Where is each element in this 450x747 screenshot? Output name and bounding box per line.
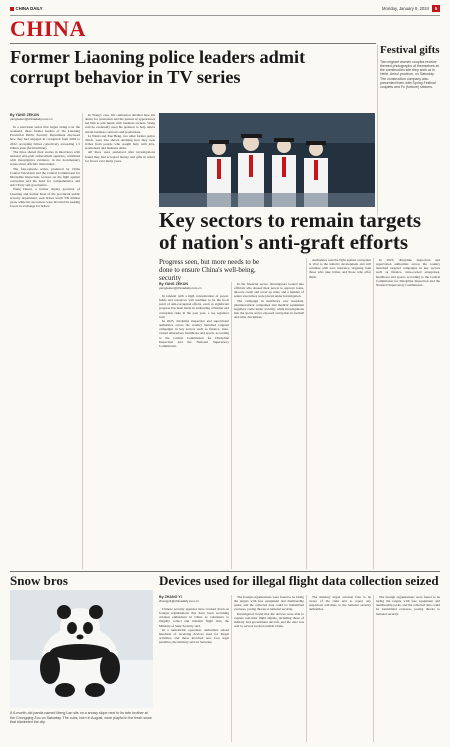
liaoning-column-2: [85, 113, 155, 203]
devices-paragraph: In a nationwide operation, authorities seized hundreds of receiving devices used for illegal activities, and those involved now face legal penalties, the ministry said on Saturday.: [159, 627, 229, 645]
liaoning-author: By YANG ZEKUN: [10, 113, 39, 117]
page-number: 5: [432, 5, 440, 12]
devices-email: zhangyi1@chinadaily.com.cn: [159, 599, 199, 604]
section-title: CHINA: [10, 16, 86, 41]
antigraft-column-4: [376, 258, 440, 569]
antigraft-byline: [159, 282, 229, 291]
liaoning-paragraph: The three shared their stories in interviews with national anti-graft enforcement agencies, combined with investigative evidence, in the documentary series about officials' misconduct.: [10, 149, 80, 167]
snow-bros-title: Snow bros: [10, 573, 68, 588]
antigraft-paragraph: The campaign in healthcare saw hospitals, pharmaceutical companies and medical equipment suppliers come under scrutiny, while investigations into the sports sector exposed corruption in football and other disciplines.: [234, 298, 304, 320]
festival-gifts-box: [380, 45, 440, 90]
liaoning-paragraph: All three were sentenced after investigations found they had accepted money and gifts in return for favors over many years.: [85, 150, 155, 163]
liaoning-email: yangzekun@chinadaily.com.cn: [10, 117, 53, 122]
antigraft-column-2: [234, 282, 304, 569]
devices-paragraph: The foreign organizations were found to be luring the targets with free equipment and membership perks, and the collected data could be transmitted overseas, posing threats to national security.: [234, 595, 304, 612]
festival-gifts-title: Festival gifts: [380, 44, 440, 56]
snow-bros-caption: A 6-month-old panda named Meng Lan sits on a snowy slope next to its twin brother at the Chongqing Zoo on Saturday. The cubs, born in August, were playful in the fresh snow that blanketed the city.: [10, 711, 152, 724]
antigraft-paragraph: Authorities said the fight against corruption is vital to the nation's development and will continue with zero tolerance, targeting both those who take bribes and those who offer them.: [309, 258, 371, 279]
antigraft-paragraph: In 2023, discipline inspection and supervision authorities across the country launched targeted campaigns in key sectors such as finance, state-owned enterprises, healthcare and sports, according to the Central Commission for Discipline Inspection and the National Supervisory Commission.: [376, 258, 440, 287]
officials-photo: [159, 113, 375, 207]
devices-column-4: [376, 595, 440, 742]
festival-gifts-caption: Two migrant women couples receive themed photographs of themselves at the construction site they work at in Hefei, Anhui province, on Saturday. The construction company also presented them with Spring Festival couplets and Fu (fortune) stickers.: [380, 59, 439, 90]
liaoning-paragraph: In a television series that began airing over the weekend, three former leaders of the Liaoning Provincial Public Security Department disclosed how they had engaged in corruption from 2002 to 2022, accepting bribes collectively exceeding 1.5 billion yuan ($210 million).: [10, 125, 80, 150]
china-daily-logo: CHINA DAILY: [10, 6, 43, 11]
antigraft-author: By YANG ZEKUN: [159, 282, 188, 286]
panda-photo: [10, 590, 153, 708]
devices-paragraph: Investigators found that the devices were able to capture real-time flight signals, including those of military and government aircraft, and the data was sent to servers located outside China.: [234, 611, 304, 629]
liaoning-headline: Former Liaoning police leaders admit corrupt behavior in TV series: [10, 47, 306, 87]
date-line: Monday, January 8, 2024: [382, 6, 429, 11]
antigraft-paragraph: In 2023, discipline inspection and supervision authorities across the country launched targeted campaigns in key sectors such as finance, state-owned enterprises, healthcare and sports, according to the Central Commission for Discipline Inspection and the National Supervisory Commission.: [159, 318, 229, 348]
antigraft-headline: Key sectors to remain targets of nation's anti-graft efforts: [159, 208, 422, 254]
liaoning-paragraph: The four-episode series, produced by China Central Television and the Central Commission for Discipline Inspection, focuses on the fight against corruption and the need for comprehensive and strict Party self-governance.: [10, 166, 80, 188]
devices-column-2: [234, 595, 304, 742]
devices-paragraph: The ministry urged aviation fans to be aware of the risks and to report any suspicious activities to the national security authorities.: [309, 595, 371, 612]
devices-headline: Devices used for illegal flight data collection seized: [159, 573, 439, 588]
liaoning-paragraph: In Wang's case, his confession detailed how his desire for promotion and his pursuit of appearances led him to join hands with business owners. Wang said he eventually used his position to help others obtain business contracts and promotions.: [85, 113, 155, 134]
devices-byline: [159, 595, 229, 604]
antigraft-deck: Progress seen, but more needs to be done to ensure China's well-being, security: [159, 258, 260, 282]
antigraft-column-1: [159, 294, 229, 569]
devices-column-3: [309, 595, 371, 742]
antigraft-paragraph: In the financial sector, investigators looked into officials who abused their power to approve loans, allocate credit and cover up risks, and a number of senior executives were placed under investigation.: [234, 282, 304, 299]
devices-column-1: [159, 607, 229, 742]
liaoning-byline: [10, 113, 80, 122]
liaoning-paragraph: Wang Dawei, a former deputy governor of Liaoning and former head of the provincial public security department, took bribes worth 339 million yuan, while his successors were involved in seeking favors in exchange for bribes.: [10, 187, 80, 208]
liaoning-paragraph: Li Wenxi and Xue Heng, two other former police chiefs, were also shown detailing how they took bribes from people who sought help with jobs, promotions and business deals.: [85, 133, 155, 151]
antigraft-email: yangzekun@chinadaily.com.cn: [159, 286, 202, 291]
devices-paragraph: The foreign organizations were found to be luring the targets with free equipment and membership perks, and the collected data could be transmitted overseas, posing threats to national security.: [376, 595, 440, 616]
liaoning-column-1: [10, 125, 80, 570]
devices-paragraph: Chinese security agencies have cracked down on foreign organizations that have been recruiting aviation enthusiasts in China as volunteers to illegally collect and transmit flight data, the Ministry of State Security said.: [159, 607, 229, 628]
antigraft-paragraph: In tandem with a high concentration of power, funds and resources will continue to be the focal point of anti-corruption efforts, even as significant progress has been made in addressing collusion and corruption risks in the past year, a top regulator said.: [159, 294, 229, 319]
antigraft-column-3: [309, 258, 371, 569]
devices-author: By ZHANG YI: [159, 595, 182, 599]
